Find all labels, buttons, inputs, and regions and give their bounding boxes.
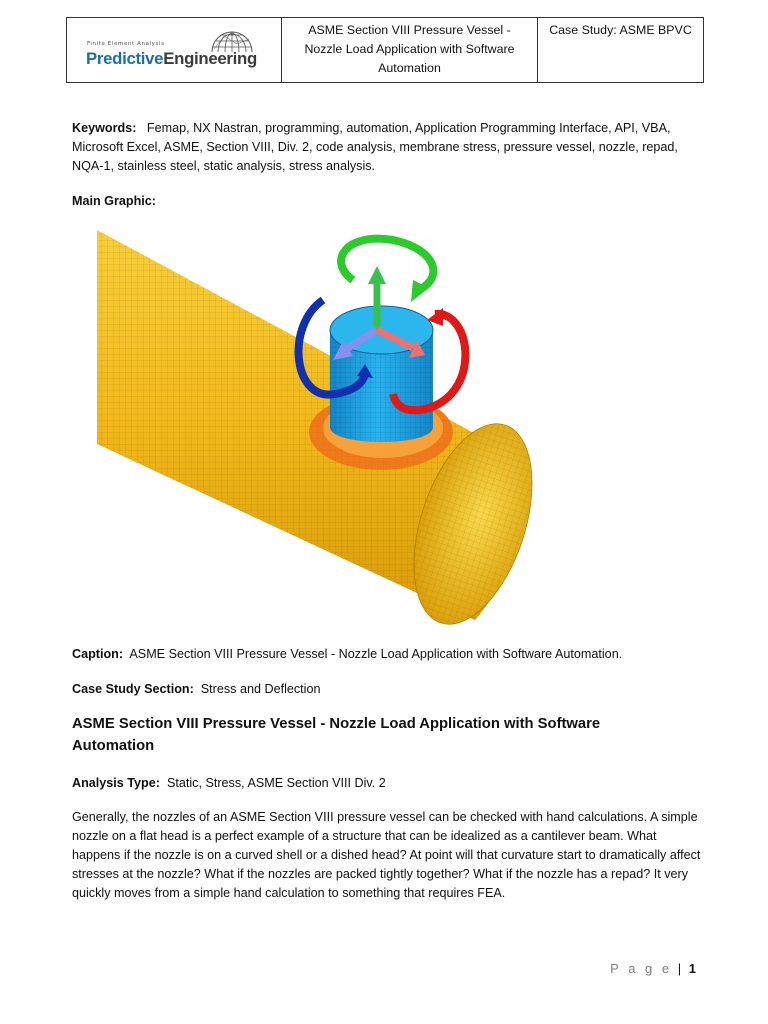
case-study-section-paragraph [72, 680, 704, 699]
header-title-line-3: Automation [378, 61, 441, 75]
logo-wordmark [86, 49, 257, 69]
page-footer [610, 961, 696, 976]
keywords-text: Femap, NX Nastran, programming, automation, Application Programming Interface, API, VBA, Microsoft Excel, ASME, Section VIII, Div. 2, code analysis, membrane stress, pressure vessel, nozzle, repad, NQA-1, stainless steel, static analysis, stress analysis. [72, 121, 678, 173]
header-case-study: Case Study: ASME BPVC [549, 23, 692, 37]
analysis-type-paragraph [72, 774, 704, 793]
header-title-line-2: Nozzle Load Application with Software [304, 42, 515, 56]
logo-wordmark-part2: Engineering [163, 49, 257, 68]
body-paragraph: Generally, the nozzles of an ASME Section VIII pressure vessel can be checked with hand calculations. A simple nozzle on a flat head is a perfect example of a structure that can be idealized as a cantilever beam. What happens if the nozzle is on a curved shell or a dished head? At point will that curvature start to dramatically affect stresses at the nozzle? What if the nozzles are packed tightly together? What if the nozzle has a repad? It very quickly moves from a simple hand calculation to something that requires FEA. [72, 810, 701, 900]
analysis-type-text: Static, Stress, ASME Section VIII Div. 2 [166, 776, 386, 790]
case-study-section-label: Case Study Section: [72, 682, 194, 696]
header-title-cell [281, 18, 537, 82]
company-logo [82, 27, 266, 73]
keywords-label: Keywords: [72, 121, 137, 135]
main-graphic-label: Main Graphic: [72, 194, 156, 208]
document-header [66, 17, 704, 83]
page-separator: | [677, 961, 682, 976]
caption-text: ASME Section VIII Pressure Vessel - Nozzle Load Application with Software Automation. [129, 647, 623, 661]
section-heading: ASME Section VIII Pressure Vessel - Nozzle Load Application with Software Automation [72, 716, 601, 754]
keywords-paragraph [72, 119, 704, 176]
caption-label: Caption: [72, 647, 124, 661]
logo-wordmark-part1: Predictive [86, 49, 164, 68]
header-case-study-cell [537, 18, 703, 82]
analysis-type-label: Analysis Type: [72, 776, 160, 790]
caption-paragraph [72, 645, 704, 664]
logo-cell [67, 18, 281, 82]
case-study-section-text: Stress and Deflection [200, 682, 321, 696]
header-title-line-1: ASME Section VIII Pressure Vessel - [308, 23, 511, 37]
page-label: P a g e [610, 961, 673, 976]
page-number: 1 [688, 961, 696, 976]
logo-tagline: Finite Element Analysis [87, 41, 165, 47]
pressure-vessel-fea-graphic [95, 222, 655, 638]
